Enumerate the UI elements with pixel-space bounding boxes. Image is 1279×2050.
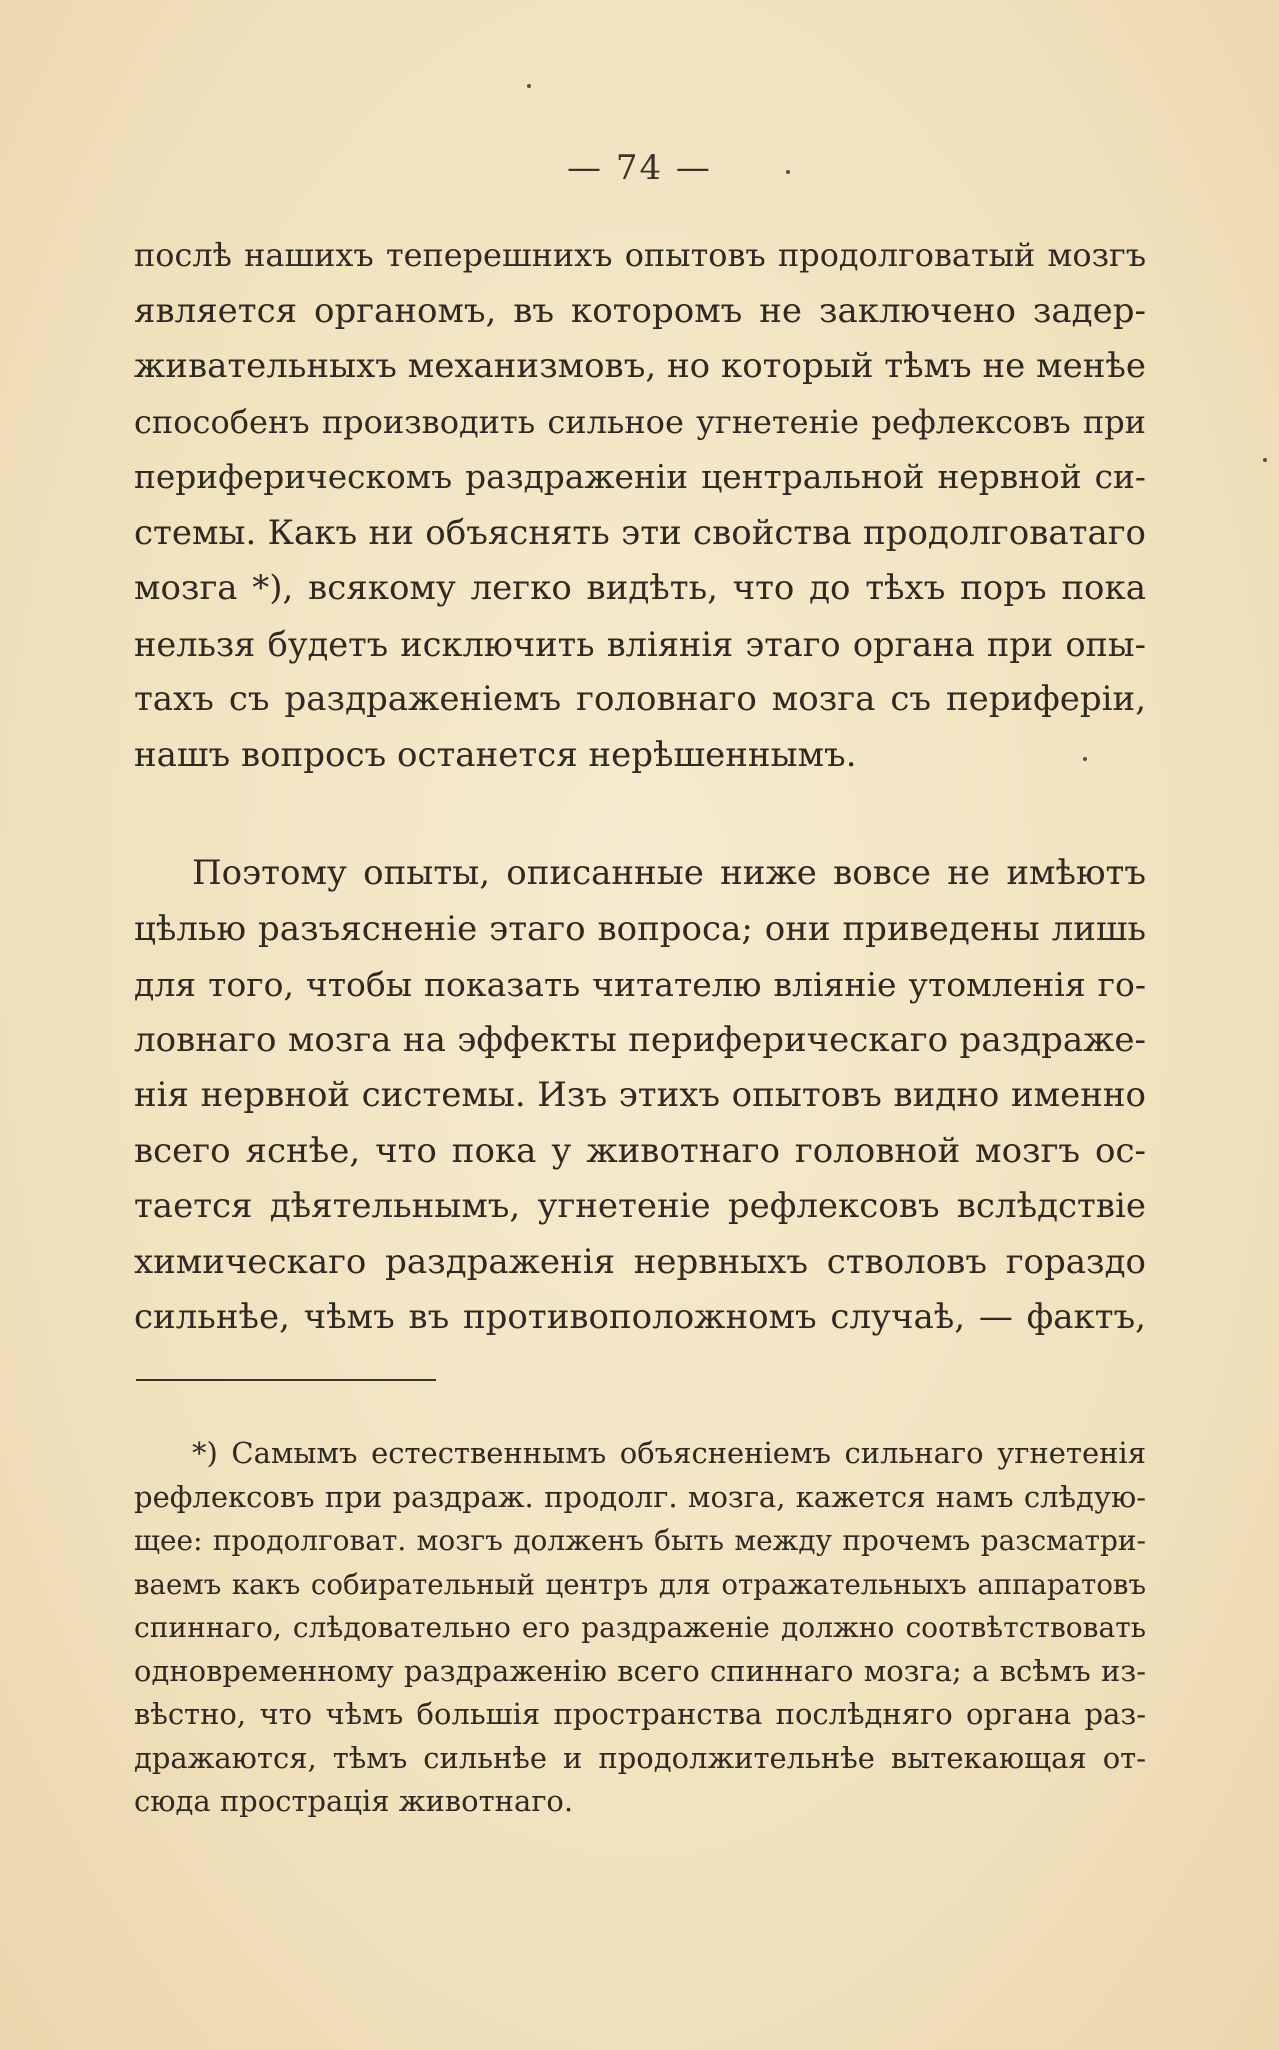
text-line: нельзя будетъ исключить вліянія этаго органа при опы- bbox=[134, 624, 1146, 664]
footnote-line: вѣстно, что чѣмъ большія пространства послѣдняго органа раз- bbox=[134, 1697, 1146, 1731]
text-line: стемы. Какъ ни объяснять эти свойства продолговатаго bbox=[134, 512, 1146, 553]
footnote-line: рефлексовъ при раздраж. продолг. мозга, кажется намъ слѣдую- bbox=[134, 1479, 1146, 1514]
paper-speck bbox=[1263, 458, 1267, 462]
text-line: живательныхъ механизмовъ, но который тѣмъ не менѣе bbox=[134, 346, 1146, 386]
text-line: тается дѣятельнымъ, угнетеніе рефлексовъ вслѣдствіе bbox=[134, 1186, 1146, 1226]
footnote-line: спиннаго, слѣдовательно его раздраженіе должно соотвѣтствовать bbox=[134, 1611, 1146, 1644]
footnote-divider bbox=[136, 1379, 436, 1381]
footnote-line: щее: продолговат. мозгъ долженъ быть между прочемъ разсматри- bbox=[134, 1524, 1146, 1557]
footnote-line: одновременному раздраженію всего спиннаго мозга; а всѣмъ из- bbox=[134, 1653, 1146, 1688]
text-line: периферическомъ раздраженіи центральной нервной си- bbox=[134, 458, 1146, 496]
text-line: сильнѣе, чѣмъ въ противоположномъ случаѣ, — фактъ, bbox=[134, 1297, 1146, 1337]
text-line: способенъ производить сильное угнетеніе рефлексовъ при bbox=[134, 402, 1146, 441]
text-line: цѣлью разъясненіе этаго вопроса; они приведены лишь bbox=[134, 908, 1146, 949]
paper-speck bbox=[527, 84, 531, 88]
text-line: химическаго раздраженія нервныхъ стволовъ гораздо bbox=[134, 1241, 1146, 1282]
footnote-line: сюда прострація животнаго. bbox=[134, 1784, 574, 1818]
page-number: — 74 — bbox=[567, 148, 712, 188]
paper-speck bbox=[1083, 757, 1087, 761]
text-line: является органомъ, въ которомъ не заключено задер- bbox=[134, 290, 1146, 331]
footnote-line: ваемъ какъ собирательный центръ для отражательныхъ аппаратовъ bbox=[134, 1567, 1146, 1601]
text-line: всего яснѣе, что пока у животнаго головной мозгъ ос- bbox=[134, 1130, 1146, 1171]
text-line: Поэтому опыты, описанные ниже вовсе не имѣютъ bbox=[192, 853, 1146, 893]
text-line: для того, чтобы показать читателю вліяніе утомленія го- bbox=[134, 965, 1146, 1004]
text-line: нія нервной системы. Изъ этихъ опытовъ видно именно bbox=[134, 1075, 1146, 1115]
paragraph-2 bbox=[134, 846, 1146, 1346]
paragraph-1 bbox=[134, 228, 1146, 783]
footnote bbox=[134, 1432, 1146, 1824]
footnote-line: *) Самымъ естественнымъ объясненіемъ сильнаго угнетенія bbox=[192, 1436, 1146, 1470]
footnote-line: дражаются, тѣмъ сильнѣе и продолжительнѣе вытекающая от- bbox=[134, 1740, 1146, 1775]
text-line: послѣ нашихъ теперешнихъ опытовъ продолговатый мозгъ bbox=[134, 236, 1146, 274]
paper-speck bbox=[786, 170, 790, 174]
text-line: ловнаго мозга на эффекты периферическаго раздраже- bbox=[134, 1019, 1146, 1060]
text-line: нашъ вопросъ останется нерѣшеннымъ. bbox=[134, 734, 857, 775]
text-line: тахъ съ раздраженіемъ головнаго мозга съ периферіи, bbox=[134, 679, 1146, 719]
text-line: мозга *), всякому легко видѣть, что до тѣхъ поръ пока bbox=[134, 568, 1146, 608]
